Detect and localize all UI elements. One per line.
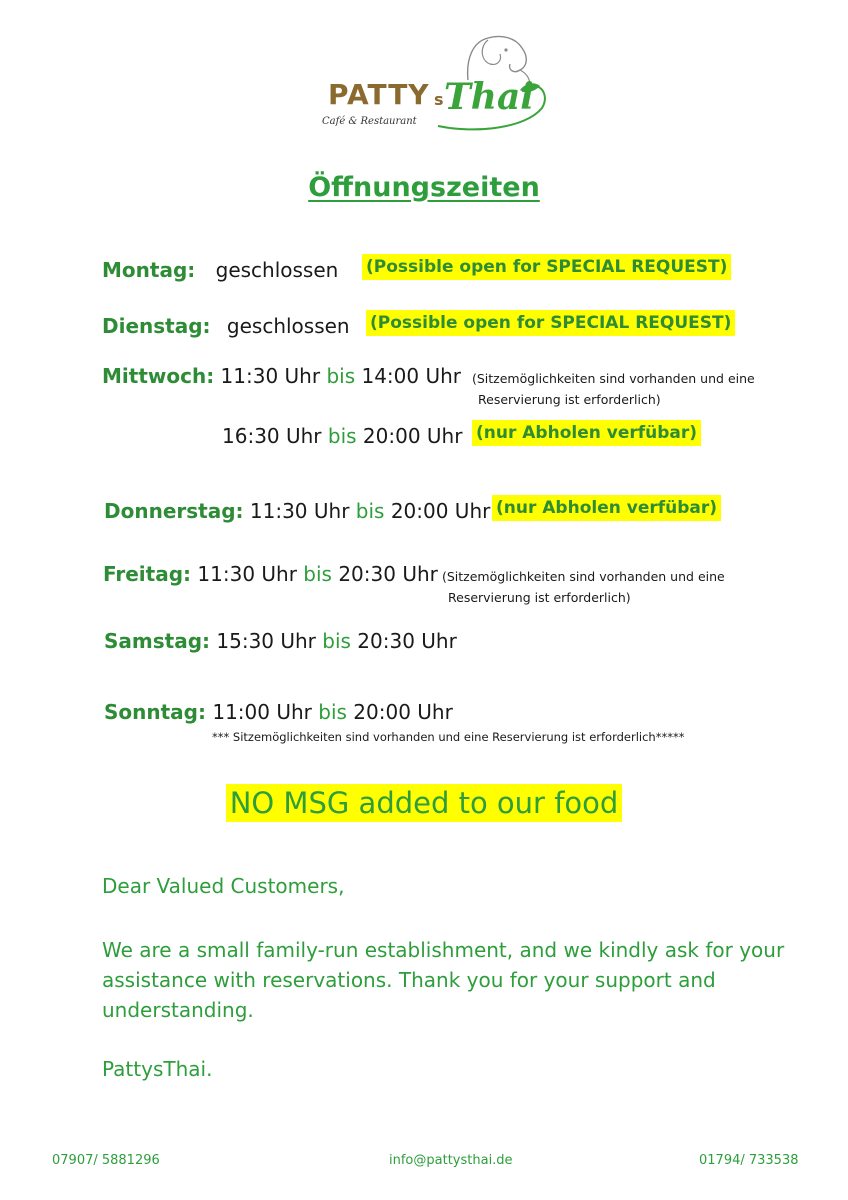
footer-email: info@pattysthai.de xyxy=(389,1153,513,1168)
pickup-text: (nur Abholen verfübar) xyxy=(492,495,721,521)
logo-tagline: Café & Restaurant xyxy=(322,116,417,127)
time-to: 20:30 Uhr xyxy=(357,629,457,653)
status-text: geschlossen xyxy=(226,314,350,338)
day-label: Samstag: xyxy=(104,629,211,653)
pickup-text: (nur Abholen verfübar) xyxy=(472,420,701,446)
bis-word: bis xyxy=(327,424,357,448)
no-msg-notice xyxy=(0,786,848,820)
time-to: 20:30 Uhr xyxy=(338,562,438,586)
time-to: 20:00 Uhr xyxy=(353,700,453,724)
time-from: 11:30 Uhr xyxy=(197,562,297,586)
footer-phone-2: 01794/ 733538 xyxy=(699,1153,799,1168)
bis-word: bis xyxy=(326,364,356,388)
time-to: 20:00 Uhr xyxy=(362,424,463,448)
letter-signature: PattysThai. xyxy=(102,1057,213,1081)
time-from: 16:30 Uhr xyxy=(222,424,322,448)
day-label: Donnerstag: xyxy=(104,499,244,523)
logo-brand-s: s xyxy=(434,90,444,109)
special-request-text: (Possible open for SPECIAL REQUEST) xyxy=(362,254,731,280)
pickup-note xyxy=(472,423,701,443)
no-msg-text: NO MSG added to our food xyxy=(226,784,623,822)
day-label: Montag: xyxy=(102,258,196,282)
day-label: Mittwoch: xyxy=(102,364,215,388)
seating-note-line2: Reservierung ist erforderlich) xyxy=(448,590,631,605)
page-title: Öffnungszeiten xyxy=(308,172,540,203)
hours-row-dienstag xyxy=(102,314,350,338)
pickup-note xyxy=(492,498,721,518)
special-request-text: (Possible open for SPECIAL REQUEST) xyxy=(366,310,735,336)
bis-word: bis xyxy=(322,629,351,653)
bis-word: bis xyxy=(303,562,332,586)
letter-body: We are a small family-run establishment, and we kindly ask for your assistance with reservations. Thank you for your support and understanding. xyxy=(102,938,785,1022)
logo-brand-patty: PATTY xyxy=(328,78,430,111)
letter-greeting: Dear Valued Customers, xyxy=(102,874,345,898)
bis-word: bis xyxy=(318,700,347,724)
hours-row-montag xyxy=(102,258,338,282)
seating-note-line2: Reservierung ist erforderlich) xyxy=(478,392,661,407)
hours-row-donnerstag xyxy=(104,499,490,523)
hours-row-mittwoch xyxy=(102,364,461,388)
hours-row-samstag xyxy=(104,629,457,653)
hours-row-freitag xyxy=(103,562,438,586)
footer-phone-1: 07907/ 5881296 xyxy=(52,1153,160,1168)
special-request-note xyxy=(366,313,735,333)
time-to: 14:00 Uhr xyxy=(361,364,461,388)
time-from: 11:30 Uhr xyxy=(249,499,350,523)
day-label: Dienstag: xyxy=(102,314,211,338)
seating-note-line1: (Sitzemöglichkeiten sind vorhanden und eine xyxy=(472,371,755,386)
day-label: Sonntag: xyxy=(104,700,206,724)
time-from: 11:00 Uhr xyxy=(212,700,312,724)
seating-note-line1: (Sitzemöglichkeiten sind vorhanden und eine xyxy=(442,569,725,584)
time-from: 11:30 Uhr xyxy=(220,364,321,388)
day-label: Freitag: xyxy=(103,562,192,586)
special-request-note xyxy=(362,257,731,277)
bis-word: bis xyxy=(355,499,385,523)
restaurant-logo xyxy=(318,30,550,134)
time-from: 15:30 Uhr xyxy=(216,629,316,653)
logo-brand-thai: Thai xyxy=(444,76,534,118)
hours-row-sonntag xyxy=(104,700,453,724)
status-text: geschlossen xyxy=(215,258,339,282)
sunday-seating-note: *** Sitzemöglichkeiten sind vorhanden und eine Reservierung ist erforderlich***** xyxy=(212,730,685,744)
time-to: 20:00 Uhr xyxy=(390,499,491,523)
hours-row-mittwoch-evening xyxy=(222,424,462,448)
